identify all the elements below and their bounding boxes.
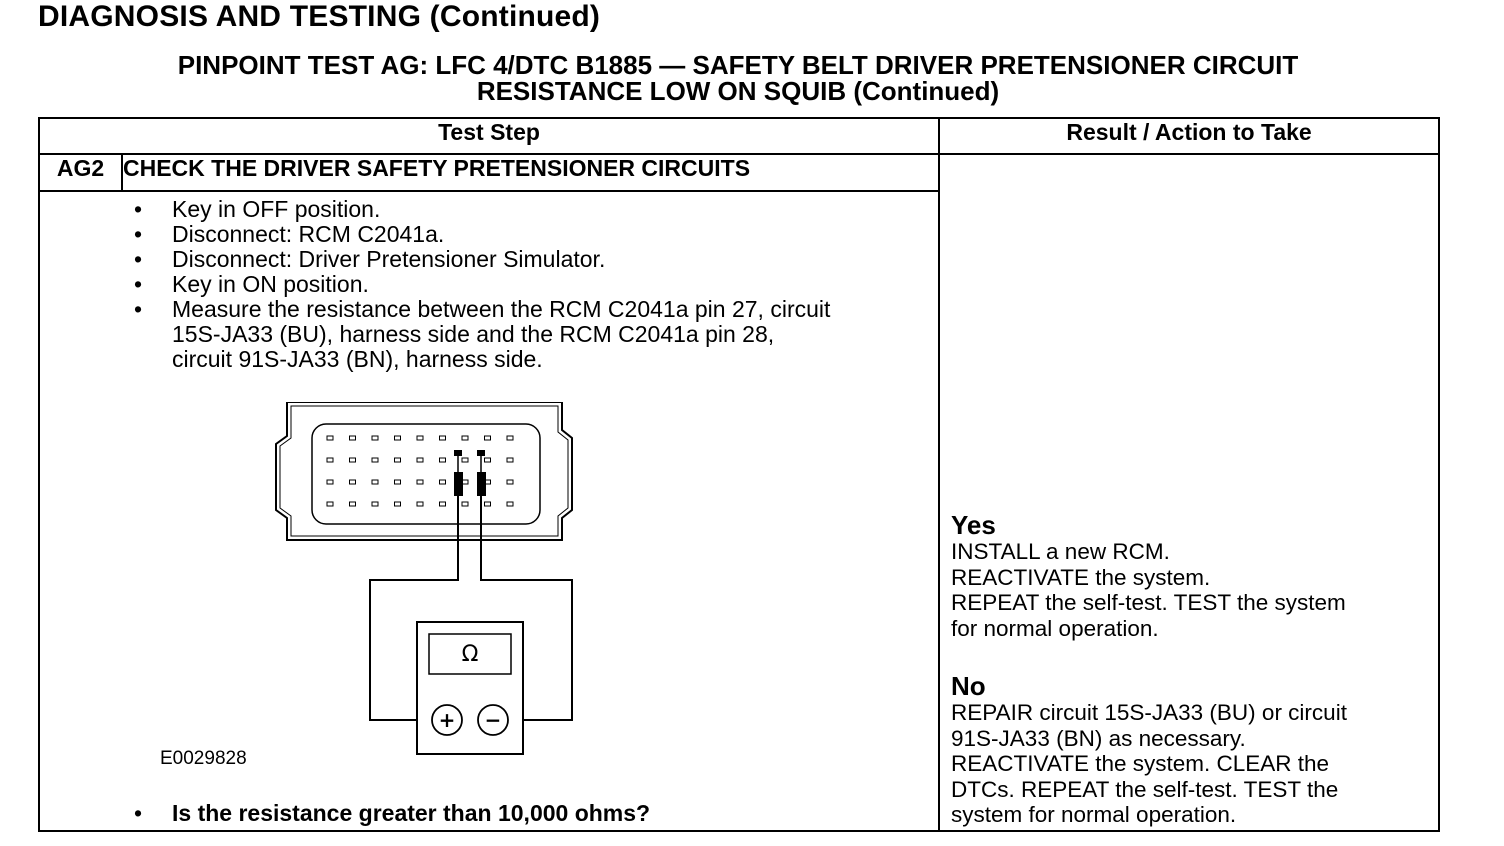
connector-pin bbox=[485, 502, 491, 506]
result-no-line: system for normal operation. bbox=[951, 802, 1237, 827]
result-no-line: REACTIVATE the system. CLEAR the bbox=[951, 751, 1330, 776]
result-no-line: REPAIR circuit 15S-JA33 (BU) or circuit bbox=[951, 700, 1347, 725]
connector-pin bbox=[507, 436, 513, 440]
result-yes-line: for normal operation. bbox=[951, 615, 1159, 641]
connector-pin bbox=[350, 502, 356, 506]
procedure-step bbox=[134, 297, 914, 372]
connector-pin bbox=[372, 458, 378, 462]
page-heading: DIAGNOSIS AND TESTING (Continued) bbox=[38, 0, 601, 33]
result-no-line: 91S-JA33 (BN) as necessary. bbox=[951, 725, 1246, 751]
connector-pin bbox=[327, 458, 333, 462]
step-id-spacer bbox=[39, 191, 122, 831]
connector-pin bbox=[350, 480, 356, 484]
test-question: • Is the resistance greater than 10,000 ohms? bbox=[134, 800, 650, 827]
connector-pin bbox=[507, 502, 513, 506]
connector-pin bbox=[327, 436, 333, 440]
procedure-list bbox=[134, 197, 914, 372]
procedure-step: • Disconnect: RCM C2041a. bbox=[134, 222, 914, 247]
connector-pin bbox=[485, 436, 491, 440]
connector-pin bbox=[462, 458, 468, 462]
connector-pin bbox=[395, 480, 401, 484]
step-id: AG2 bbox=[39, 154, 122, 191]
test-title-line-2: RESISTANCE LOW ON SQUIB (Continued) bbox=[476, 76, 1000, 106]
connector-pin bbox=[417, 502, 423, 506]
result-no-label: No bbox=[951, 671, 986, 701]
svg-text:−: − bbox=[484, 708, 502, 732]
connector-housing bbox=[276, 402, 572, 540]
result-yes-label: Yes bbox=[951, 510, 996, 540]
procedure-step: • Key in OFF position. bbox=[134, 197, 914, 222]
test-title-line-1: PINPOINT TEST AG: LFC 4/DTC B1885 — SAFETY BELT DRIVER PRETENSIONER CIRCUIT bbox=[177, 50, 1299, 80]
connector-pin bbox=[440, 436, 446, 440]
result-yes-line: REPEAT the self-test. TEST the system bbox=[951, 590, 1346, 615]
connector-pin bbox=[417, 458, 423, 462]
result-yes bbox=[951, 511, 1346, 641]
connector-pin bbox=[440, 502, 446, 506]
figure-id: E0029828 bbox=[160, 748, 247, 769]
connector-pin bbox=[417, 480, 423, 484]
procedure-step: • Key in ON position. bbox=[134, 272, 914, 297]
connector-pin bbox=[440, 480, 446, 484]
procedure-step-line: circuit 91S-JA33 (BN), harness side. bbox=[172, 346, 543, 372]
connector-pin bbox=[395, 436, 401, 440]
connector-pin bbox=[327, 480, 333, 484]
connector-pin bbox=[372, 436, 378, 440]
connector-pin bbox=[350, 436, 356, 440]
connector-cavity bbox=[312, 424, 540, 524]
procedure-step-line: 15S-JA33 (BU), harness side and the RCM C2041a pin 28, bbox=[172, 321, 775, 347]
test-step-header: Test Step bbox=[39, 118, 939, 154]
connector-pin bbox=[507, 480, 513, 484]
result-cell bbox=[939, 154, 1439, 831]
procedure-step: • Disconnect: Driver Pretensioner Simulator. bbox=[134, 247, 914, 272]
pinpoint-test-table bbox=[38, 117, 1440, 832]
connector-pin bbox=[327, 502, 333, 506]
connector-pin bbox=[440, 458, 446, 462]
connector-diagram bbox=[272, 402, 592, 762]
connector-pin bbox=[372, 480, 378, 484]
connector-pin bbox=[507, 458, 513, 462]
connector-pin bbox=[350, 458, 356, 462]
result-yes-line: REACTIVATE the system. bbox=[951, 564, 1211, 590]
result-no-line: DTCs. REPEAT the self-test. TEST the bbox=[951, 776, 1339, 802]
step-body bbox=[122, 191, 939, 831]
connector-pin bbox=[395, 502, 401, 506]
connector-pin bbox=[395, 458, 401, 462]
connector-pin bbox=[462, 502, 468, 506]
ohm-symbol: Ω bbox=[461, 642, 479, 667]
connector-pin bbox=[417, 436, 423, 440]
connector-pin bbox=[462, 436, 468, 440]
result-yes-line: INSTALL a new RCM. bbox=[951, 539, 1170, 564]
svg-text:+: + bbox=[438, 708, 456, 732]
connector-pin bbox=[485, 458, 491, 462]
pinpoint-test-title bbox=[38, 52, 1438, 104]
procedure-step-line: Measure the resistance between the RCM C2041a pin 27, circuit bbox=[172, 296, 831, 322]
connector-pin bbox=[372, 502, 378, 506]
result-no bbox=[951, 672, 1347, 828]
meter-probes bbox=[454, 450, 486, 496]
result-header: Result / Action to Take bbox=[939, 118, 1439, 154]
step-title: CHECK THE DRIVER SAFETY PRETENSIONER CIRCUITS bbox=[122, 154, 939, 191]
